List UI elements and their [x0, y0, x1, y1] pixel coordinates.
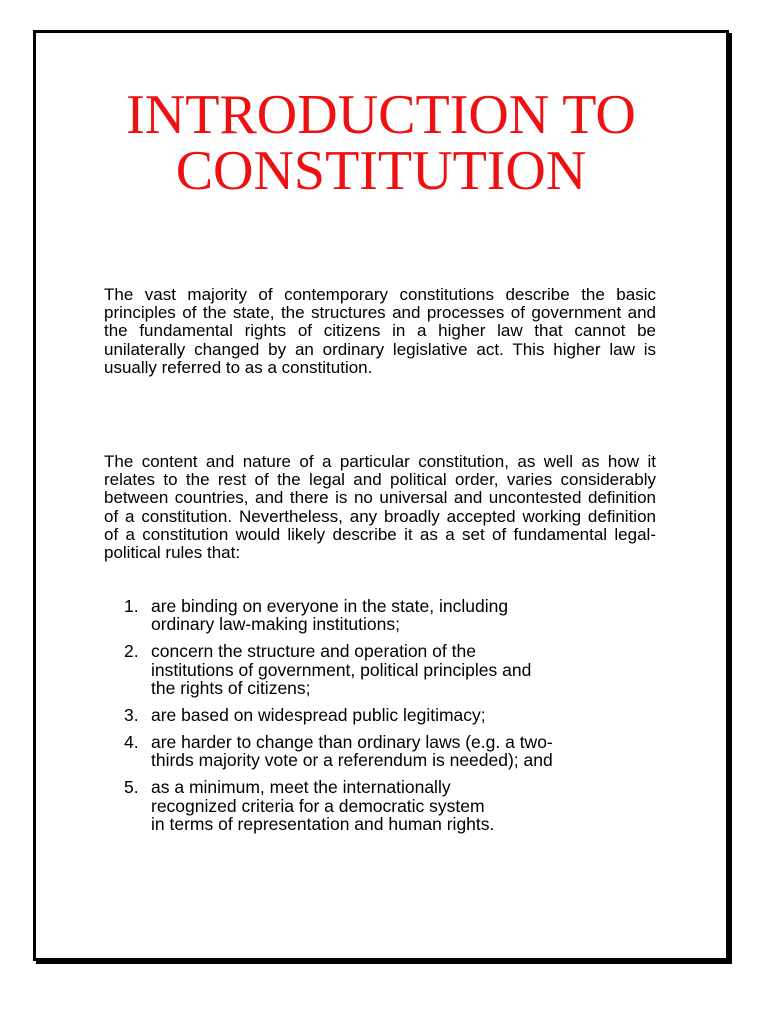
list-item	[124, 706, 664, 724]
title-line-2: CONSTITUTION	[175, 140, 587, 202]
title-line-1: INTRODUCTION TO	[126, 84, 636, 146]
page-frame	[33, 30, 729, 961]
list-item-number: 2.	[124, 641, 139, 662]
list-item-number: 4.	[124, 731, 139, 752]
list-item-text: concern the structure and operation of the institutions of government, political principles and the rights of citizens;	[151, 641, 532, 699]
list-item-number: 3.	[124, 705, 139, 726]
list-item-text: are based on widespread public legitimacy;	[151, 705, 486, 726]
list-item-text: are harder to change than ordinary laws (e.g. a two- thirds majority vote or a referendum is needed); and	[151, 731, 553, 771]
intro-paragraph: The vast majority of contemporary constitutions describe the basic principles of the state, the structures and processes of government and the fundamental rights of citizens in a higher law that cannot be unilaterally changed by an ordinary legislative act. This higher law is usually referred to as a constitution.	[104, 285, 656, 377]
definition-paragraph: The content and nature of a particular constitution, as well as how it relates to the rest of the legal and political order, varies considerably between countries, and there is no universal and uncontested definition of a constitution. Nevertheless, any broadly accepted working definition of a constitution would likely describe it as a set of fundamental legal-political rules that:	[104, 452, 656, 563]
document-title	[36, 84, 726, 202]
list-item-number: 1.	[124, 596, 139, 616]
list-item	[124, 642, 664, 697]
list-item-number: 5.	[124, 777, 139, 798]
list-item	[124, 733, 664, 770]
list-item-text: as a minimum, meet the internationally recognized criteria for a democratic system in terms of representation and human rights.	[151, 777, 495, 835]
list-item	[124, 778, 664, 833]
list-item	[124, 597, 664, 634]
criteria-list	[124, 597, 664, 842]
list-item-text: are binding on everyone in the state, including ordinary law-making institutions;	[151, 596, 509, 635]
